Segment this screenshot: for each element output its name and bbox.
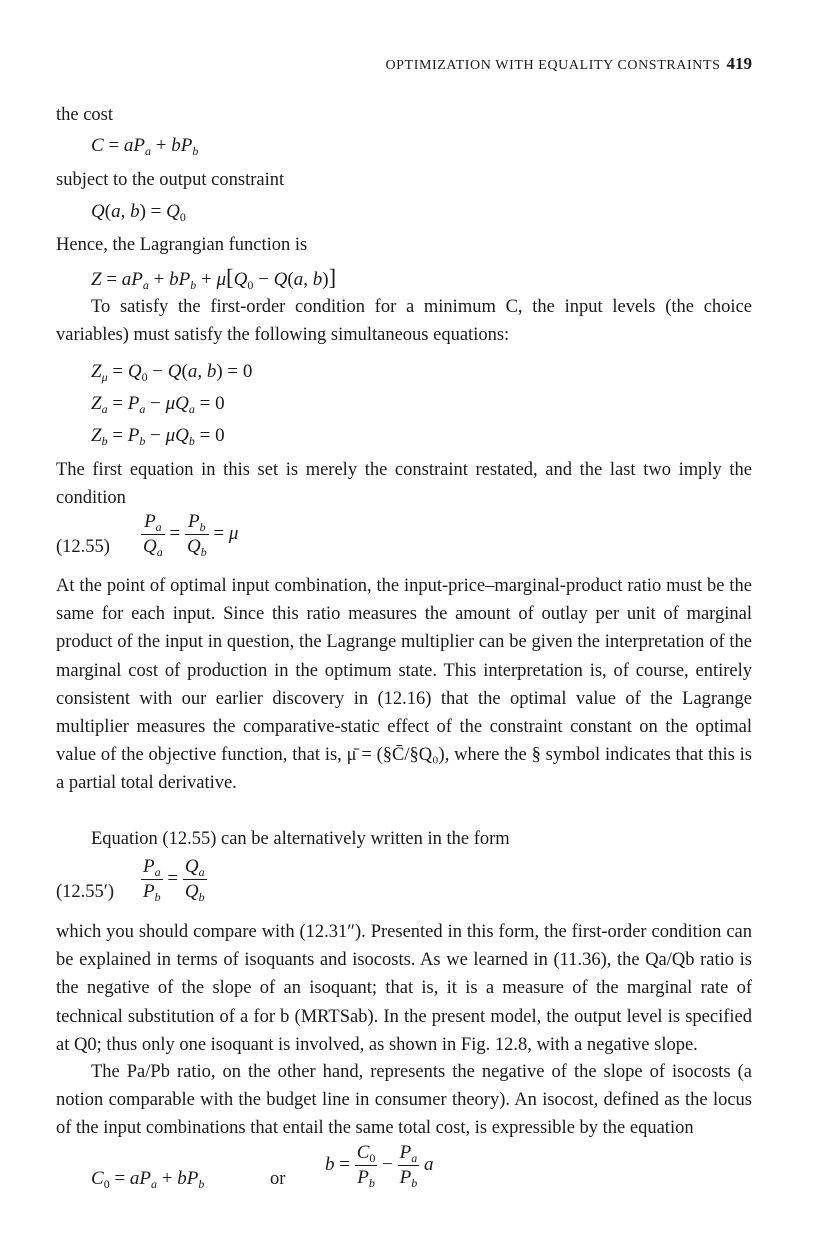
equation-constraint: Q(a, $b) = Q_0$ — [91, 201, 186, 224]
equation-12-55: $\frac{P_a}{Q_a}$ = $\frac{P_b}{Q_b}$ = μ — [143, 511, 239, 559]
paragraph-first-order: To satisfy the first-order condition for a minimum C, the input levels (the choice variables) must satisfy the following simultaneous equations: — [56, 297, 752, 346]
equation-12-55-prime: $\frac{P_a}{P_b}$ = $\frac{Q_a}{Q_b}$ — [143, 856, 205, 904]
equation-foc-b: $Z_b = P_b - \mu Q_b = 0$ — [91, 425, 225, 448]
page-number: 419 — [726, 54, 752, 73]
equation-foc-a: $Z_a = P_a - \mu Q_a = 0$ — [91, 393, 225, 416]
equation-foc-mu: $Z_\mu = Q_0 - Q(a$, b) = 0 — [91, 361, 253, 384]
word-or: or — [270, 1169, 286, 1189]
equation-label-12-55-prime: (12.55′) — [56, 882, 114, 902]
equation-cost: $C = aP_a + bP_b$ — [91, 135, 199, 158]
paragraph-subject-to: subject to the output constraint — [56, 170, 285, 190]
equation-label-12-55: (12.55) — [56, 537, 110, 557]
paragraph-isocosts: The Pa/Pb ratio, on the other hand, represents the negative of the slope of isocosts (a notion comparable with the budget line in consumer theory). An isocost, defined as the locus of the input combinations that entail the same total cost, is expressible by the equation — [56, 1062, 752, 1139]
paragraph-isoquants: which you should compare with (12.31″). Presented in this form, the first-order condition can be explained in terms of isoquants and isocosts. As we learned in (11.36), the Qa/Qb ratio is the negative of the slope of an isoquant; that is, it is a measure of the marginal rate of technical substitution of a for b (MRTSab). In the present model, the output level is specified at Q0; thus only one isoquant is involved, as shown in Fig. 12.8, with a negative slope. — [56, 922, 752, 1055]
paragraph-lagrangian-intro: Hence, the Lagrangian function is — [56, 235, 308, 255]
running-title: OPTIMIZATION WITH EQUALITY CONSTRAINTS — [385, 58, 721, 73]
paragraph-alternative-form: Equation (12.55) can be alternatively written in the form — [91, 829, 510, 849]
equation-lagrangian: $Z = aP_a + bP_b + \mu[Q_0 - Q(a$, b)] — [91, 265, 337, 292]
running-header — [385, 54, 752, 74]
equation-isocost-solved: b = $\frac{C_0}{P_b}$ − $\frac{P_a}{P_b}$ a — [325, 1142, 434, 1190]
paragraph-the-cost: the cost — [56, 105, 114, 125]
paragraph-interpretation: At the point of optimal input combination, the input-price–marginal-product ratio must be the same for each input. Since this ratio measures the amount of outlay per unit of marginal product of the input in question, the Lagrange multiplier can be given the interpretation of the marginal cost of production in the optimum state. This interpretation is, of course, entirely consistent with our earlier discovery in (12.16) that the optimal value of the Lagrange multiplier measures the comparative-static effect of the constraint constant on the optimal value of the objective function, that is, μ̄ = (§C̄/§Q₀), where the § symbol indicates that this is a partial total derivative. — [56, 576, 752, 794]
paragraph-constraint-restated: The first equation in this set is merely the constraint restated, and the last two imply the condition — [56, 460, 752, 509]
equation-isocost: $C_0 = aP_a + bP_b$ — [91, 1168, 205, 1191]
